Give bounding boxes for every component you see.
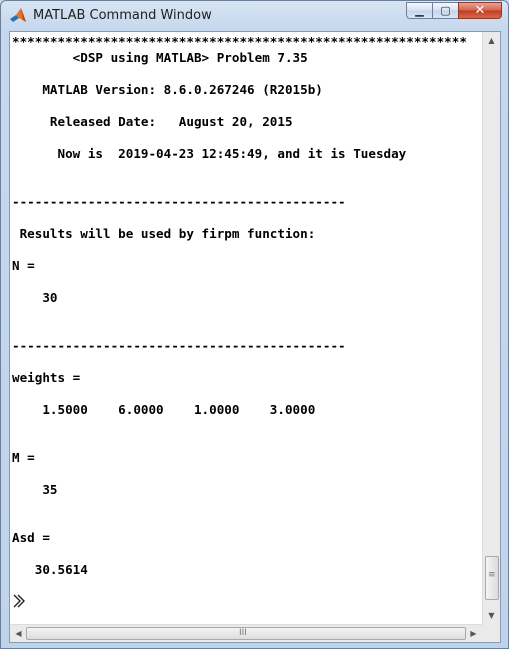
grip-icon: ≡: [488, 570, 496, 580]
maximize-icon: ▢: [440, 4, 451, 17]
title-bar[interactable]: [1, 1, 508, 31]
command-window-pane[interactable]: [9, 31, 501, 643]
horizontal-grip: III: [239, 628, 247, 638]
console-line: weights =: [12, 370, 81, 385]
console-line: ************************************************************: [12, 34, 467, 49]
console-line: 1.5000 6.0000 1.0000 3.0000: [12, 402, 316, 417]
console-line: M =: [12, 450, 35, 465]
resize-corner[interactable]: [482, 624, 500, 642]
scroll-right-button[interactable]: [465, 625, 482, 642]
arrow-right-icon: ▶: [470, 629, 477, 638]
command-prompt-icon[interactable]: [13, 594, 25, 608]
minimize-icon: ▁: [415, 4, 424, 17]
console-line: <DSP using MATLAB> Problem 7.35: [12, 50, 308, 65]
console-line: --------------------------------------------: [12, 338, 346, 353]
close-icon: ✕: [474, 3, 486, 18]
horizontal-scroll-thumb[interactable]: [26, 627, 466, 640]
scroll-left-button[interactable]: [10, 625, 27, 642]
console-output[interactable]: [10, 32, 482, 624]
console-line: N =: [12, 258, 35, 273]
console-line: 30: [12, 290, 58, 305]
console-line: Released Date: August 20, 2015: [12, 114, 293, 129]
horizontal-scrollbar[interactable]: [10, 624, 482, 642]
close-button[interactable]: [458, 2, 502, 19]
arrow-down-icon: ▼: [488, 611, 495, 620]
arrow-left-icon: ◀: [15, 629, 22, 638]
arrow-up-icon: ▲: [488, 36, 495, 45]
console-line: 30.5614: [12, 562, 88, 577]
console-line: 35: [12, 482, 58, 497]
console-text: [10, 32, 482, 594]
console-line: Asd =: [12, 530, 50, 545]
minimize-button[interactable]: [406, 2, 432, 19]
window-controls: [406, 2, 502, 21]
vertical-scroll-thumb[interactable]: [485, 556, 499, 600]
vertical-scrollbar[interactable]: [482, 32, 500, 624]
console-line: MATLAB Version: 8.6.0.267246 (R2015b): [12, 82, 323, 97]
console-line: --------------------------------------------: [12, 194, 346, 209]
scroll-up-button[interactable]: [483, 32, 500, 49]
console-line: Now is 2019-04-23 12:45:49, and it is Tuesday: [12, 146, 407, 161]
maximize-button[interactable]: [432, 2, 458, 19]
scroll-down-button[interactable]: [483, 607, 500, 624]
console-line: Results will be used by firpm function:: [12, 226, 316, 241]
window-title: MATLAB Command Window: [33, 8, 212, 23]
matlab-logo-icon: [9, 7, 27, 25]
